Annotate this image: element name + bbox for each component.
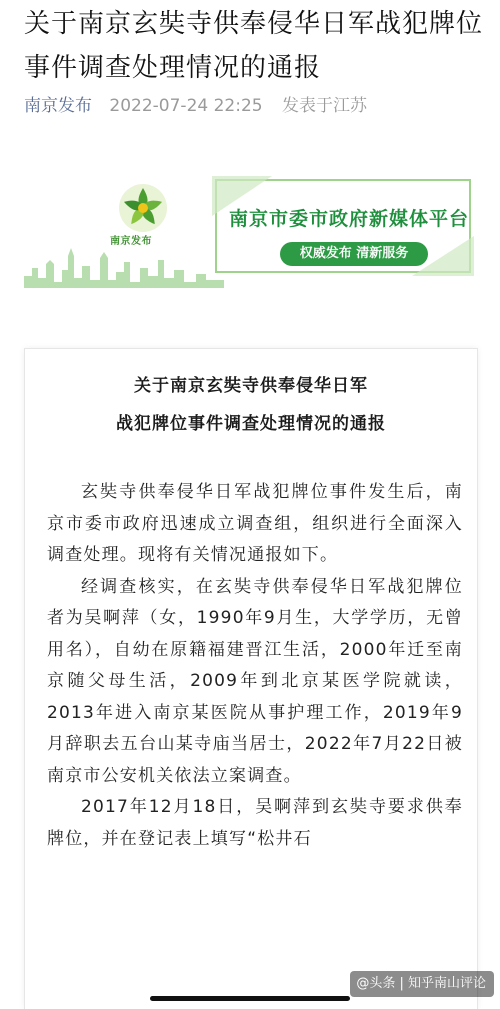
notice-paragraph: 玄奘寺供奉侵华日军战犯牌位事件发生后，南京市委市政府迅速成立调查组，组织进行全面深入调查处理。现将有关情况通报如下。	[47, 482, 463, 565]
notice-document	[24, 348, 478, 1009]
account-name-link[interactable]: 南京发布	[24, 96, 92, 116]
city-skyline-icon	[24, 238, 224, 288]
notice-paragraph: 2017年12月18日，吴啊萍到玄奘寺要求供奉牌位，并在登记表上填写“松井石	[47, 797, 463, 849]
article-title: 关于南京玄奘寺供奉侵华日军战犯牌位事件调查处理情况的通报	[24, 9, 484, 83]
notice-heading-line1: 关于南京玄奘寺供奉侵华日军	[134, 376, 368, 396]
notice-paragraph: 经调查核实，在玄奘寺供奉侵华日军战犯牌位者为吴啊萍（女，1990年9月生，大学学历，无曾用名），自幼在原籍福建晋江生活，2000年迁至南京随父母生活，2009年到北京某医学院就读，2013年进入南京某医院从事护理工作，2019年9月辞职去五台山某寺庙当居士，2022年7月22日被南京市公安机关依法立案调查。	[47, 576, 463, 786]
banner-image	[24, 168, 476, 298]
platform-title: 南京市委市政府新媒体平台	[228, 208, 469, 230]
logo-text: 南京发布	[110, 236, 152, 247]
slogan-badge: 权威发布 清新服务	[280, 242, 428, 266]
notice-heading-line2: 战犯牌位事件调查处理情况的通报	[116, 414, 386, 434]
notice-body	[47, 477, 463, 855]
publish-location: 发表于江苏	[282, 96, 368, 116]
watermark-badge: @头条 | 知乎南山评论	[350, 971, 494, 997]
article-meta	[24, 94, 367, 118]
publish-datetime: 2022-07-24 22:25	[109, 96, 263, 116]
home-indicator[interactable]	[150, 996, 350, 1001]
